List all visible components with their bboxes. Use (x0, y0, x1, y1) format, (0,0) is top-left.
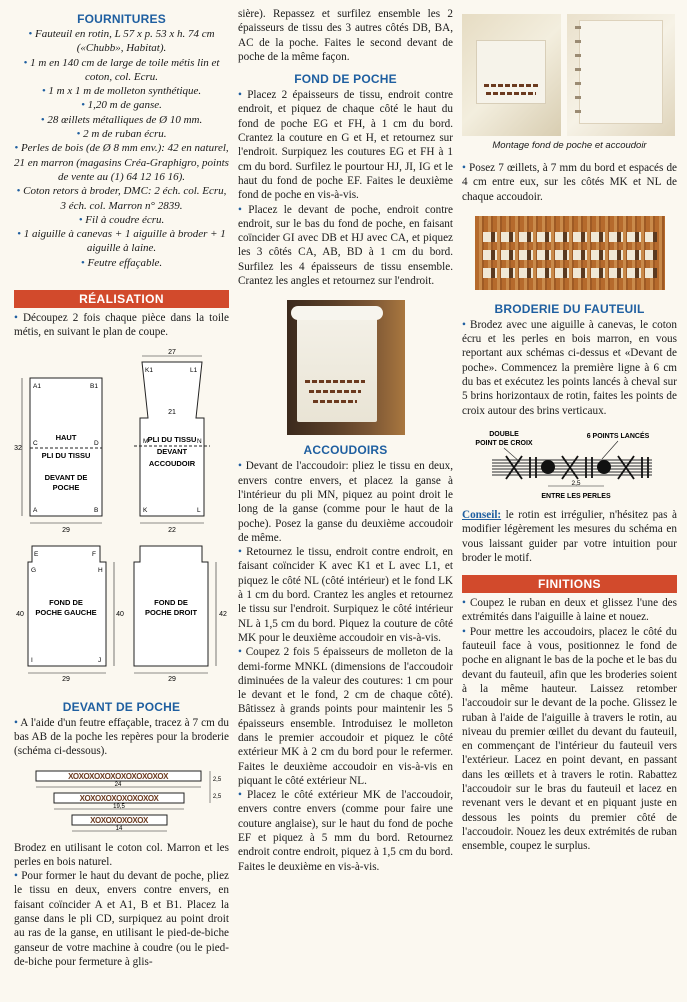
piece1-label: POCHE (52, 482, 80, 492)
piece2-label: PLI DU TISSU (147, 434, 197, 444)
svg-text:POINT DE CROIX: POINT DE CROIX (475, 439, 533, 447)
point-label: L (197, 506, 201, 514)
piece2-label: DEVANT (156, 446, 188, 456)
photo-armrest (287, 300, 405, 435)
text-continuation: sière). Repassez et surfilez ensemble les 2 épaisseurs de tissu des 3 autres côtés DB, BA, AC de la poche. Faites le second devant de poche de la même façon. (238, 8, 453, 63)
diagram-label-right: 6 POINTS LANCÉS (586, 432, 650, 440)
point-label: G (31, 566, 37, 574)
photo-caption: Montage fond de poche et accoudoir (492, 140, 647, 151)
realisation-text: • Découpez 2 fois chaque pièce dans la toile métis, en suivant le plan de coupe. (14, 312, 229, 339)
fond-poche-text-1: • Placez 2 épaisseurs de tissu, endroit contre endroit, et piquez de chaque côté le haut du fond de poche EG et FH, à 1 cm du bord. Crantez la couture en G et H, et retournez sur l'endroit. Surpiquez les coutures EG et FH à 1 cm du bord. Surfilez le pourtour HJ, JI, IG et le haut du fond de poche EF. Faites le deuxième fond de poche en vis-à-vis. (238, 89, 454, 202)
devant-poche-text-2: Brodez en utilisant le coton col. Marron et les perles en bois naturel. (14, 841, 229, 868)
list-item: • 1 aiguille à canevas + 1 aiguille à broder + 1 aiguille à laine. (17, 228, 226, 255)
list-item: • Coton retors à broder, DMC: 2 éch. col. Ecru, 3 éch. col. Marron n° 2839. (16, 185, 227, 212)
conseil-text: Conseil: le rotin est irrégulier, n'hésitez pas à modifier légèrement les mesures du schéma en vous laissant guider par votre intuition pour broder le motif. (462, 508, 677, 564)
list-item: • Fauteuil en rotin, L 57 x p. 53 x h. 74 cm («Chubb», Habitat). (28, 28, 215, 55)
dim-left-bottom: 29 (62, 526, 70, 534)
stitch-diagram (462, 426, 677, 504)
finitions-text-1: • Coupez le ruban en deux et glissez l'une des extrémités dans l'aiguille à laine et nouez. (462, 597, 677, 624)
column-right (462, 0, 677, 854)
dim-height-right: 42 (219, 610, 227, 618)
dim-height-bottom: 40 (16, 610, 24, 618)
dim-right-bottom: 22 (168, 526, 176, 534)
point-label: D (94, 439, 99, 447)
piece3-label: FOND DE (49, 597, 83, 607)
point-label: A1 (33, 382, 41, 390)
piece3-label: POCHE GAUCHE (35, 607, 97, 617)
embroidery-diagram (14, 765, 229, 835)
photo-pocket-assembly (462, 14, 561, 136)
dim-bottom-left: 29 (62, 675, 70, 683)
fournitures-list (14, 27, 229, 270)
dim-label: 24 (114, 781, 122, 788)
photo-armrest-assembly (567, 14, 675, 136)
piece2-label: ACCOUDOIR (148, 458, 196, 468)
list-item: • 2 m de ruban écru. (76, 128, 167, 141)
list-item: • Feutre effaçable. (80, 256, 163, 269)
point-label: J (98, 656, 102, 664)
fond-poche-heading: FOND DE POCHE (294, 72, 397, 87)
piece1-label: PLI DU TISSU (41, 450, 91, 460)
column-middle (238, 0, 453, 874)
point-label: K1 (145, 366, 153, 374)
list-item: • Fil à coudre écru. (78, 213, 165, 226)
fournitures-heading: FOURNITURES (77, 12, 166, 26)
point-label: F (92, 550, 96, 558)
piece1-label: DEVANT DE (44, 472, 88, 482)
oeillets-text: • Posez 7 œillets, à 7 mm du bord et espacés de 4 cm entre eux, sur les côtés MK et NL de chaque accoudoir. (462, 162, 678, 203)
point-label: H (98, 566, 103, 574)
photo-pair (462, 14, 677, 136)
dim-top: 27 (168, 348, 176, 356)
svg-text:DOUBLE: DOUBLE (489, 430, 519, 438)
cutting-pattern-diagram (14, 348, 229, 683)
list-item: • 28 œillets métalliques de Ø 10 mm. (40, 113, 203, 126)
diagram-label-bottom: ENTRE LES PERLES (541, 492, 611, 500)
dim-height-mid: 40 (116, 610, 124, 618)
point-label: I (31, 656, 33, 664)
point-label: B1 (90, 382, 98, 390)
realisation-banner: RÉALISATION (14, 290, 229, 308)
column-left (14, 0, 229, 969)
dim-label: 19,5 (113, 803, 125, 810)
piece4-label: POCHE DROIT (144, 607, 198, 617)
point-label: B (94, 506, 99, 514)
finitions-banner: FINITIONS (462, 575, 677, 593)
accoudoirs-text-3: • Coupez 2 fois 5 épaisseurs de molleton de la demi-forme MNKL (dimensions de l'accoudoir diminuées de la valeur des coutures: 1 cm pour le devant et le fond, 2 cm de chaque côté). Bâtissez à grands points pour maintenir les 5 épaisseurs ensemble. Introduisez le molleton dans le premier accoudoir et piquez le côté extérieur MK à 2 cm du bord pour le refermer. Faites le deuxième accoudoir en vis-à-vis en piquant le côté extérieur NL. (238, 646, 453, 787)
point-label: L1 (190, 366, 198, 374)
point-label: C (33, 439, 38, 447)
accoudoirs-text-1: • Devant de l'accoudoir: pliez le tissu en deux, envers contre envers, et placez la ganse à l'intérieur du pli MN, piquez au point droit le long de la ganse (comme pour le haut de la poche). Posez la ganse du deuxième accoudoir de même. (238, 460, 454, 544)
piece4-label: FOND DE (154, 597, 188, 607)
piece1-label: HAUT (55, 432, 77, 442)
point-label: E (34, 550, 39, 558)
accoudoirs-text-2: • Retournez le tissu, endroit contre endroit, en faisant coïncider K avec K1 et L avec L1, et piquez le côté NL (côté intérieur) et le fond LK à 1 cm du bord. Crantez les angles et retournez le tissu sur l'endroit. Surpiquez le côté intérieur NL à 1,5 cm du bord. Piquez la couture de côté MK pour le deuxième accoudoir en vis-à-vis. (238, 546, 453, 644)
list-item: • 1,20 m de ganse. (81, 99, 162, 112)
svg-text:XOXOXOXOXOXOXOXOXOX: XOXOXOXOXOXOXOXOXOX (68, 771, 168, 781)
point-label: M (143, 437, 149, 445)
dim-label: 2,5 (212, 793, 222, 800)
devant-poche-text-3: • Pour former le haut du devant de poche, pliez le tissu en deux, envers contre envers, en faisant coïncider A et A1, B et B1. Placez la ganse dans le pli CD, surpiquez au point droit au ras de la ganse, en utilisant le pied-de-biche ganseur de votre machine à coudre (ou le pied-de-biche pour fermeture à glis- (14, 870, 229, 968)
broderie-heading: BRODERIE DU FAUTEUIL (494, 301, 645, 316)
dim-height-top: 32 (14, 444, 22, 452)
accoudoirs-text-4: • Placez le côté extérieur MK de l'accoudoir, envers contre envers (comme pour faire une couture anglaise), sur le haut du fond de poche EF et piquez à 5 mm du bord. Retournez endroit contre endroit, piquez à 1,5 cm du bord. Faites le deuxième en vis-à-vis. (238, 789, 453, 873)
point-label: K (143, 506, 148, 514)
list-item: • Perles de bois (de Ø 8 mm env.): 42 en naturel, 21 en marron (magasins Créa-Graphigro, points de vente au (1) 64 12 16 16). (14, 142, 229, 183)
list-item: • 1 m x 1 m de molleton synthétique. (41, 85, 202, 98)
dim-label: 2,5 (212, 776, 222, 783)
point-label: A (33, 506, 38, 514)
accoudoirs-heading: ACCOUDOIRS (303, 443, 388, 458)
dim-mid: 21 (168, 408, 176, 416)
svg-text:XOXOXOXOXOX: XOXOXOXOXOX (90, 815, 148, 825)
fond-poche-text-2: • Placez le devant de poche, endroit contre endroit, sur le bas du fond de poche, en faisant coïncider GI avec DB et HJ avec CA, et piquez les 3 côtés CA, AB, BD à 1 cm du bord. Surfilez les 4 épaisseurs de tissu ensemble. Crantez les angles et retournez sur l'endroit. (238, 203, 454, 288)
photo-rattan-embroidery (475, 216, 665, 290)
list-item: • 1 m en 140 cm de large de toile métis lin et coton, col. Ecru. (23, 56, 220, 83)
broderie-text: • Brodez avec une aiguille à canevas, le coton écru et les perles en bois marron, en vous reportant aux schémas ci-dessus et «Devant de poche». Commencez la première ligne à 6 cm du bas et exécutez les points lancés à cheval sur 5 brins horizontaux de rotin, faites les points de croix autour des brins verticaux. (462, 318, 677, 417)
devant-poche-heading: DEVANT DE POCHE (62, 699, 181, 714)
point-label: N (197, 437, 202, 445)
dim-label: 14 (115, 825, 123, 832)
dim-bottom-right: 29 (168, 675, 176, 683)
finitions-text-2: • Pour mettre les accoudoirs, placez le côté du fauteuil face à vous, positionnez le fond de poche en alignant le bas de la poche et le bas du devant du fauteuil, afin que les broderies soient à la même hauteur. Laissez retomber l'accoudoir sur le devant de la poche. Glissez le ruban à l'aide de l'aiguille à travers le rotin, au niveau du premier œillet du devant du fauteuil, en commençant de l'intérieur du fauteuil vers l'extérieur. Lacez en point devant, en passant dans les œillets et à travers le rotin. Rabattez l'accoudoir sur le bras du fauteuil et lacez en revenant vers le devant et en piquant juste en dessous les points du premier côté de l'accoudoir. Nouez les deux extrémités de ruban ensemble, coupez le surplus. (462, 625, 677, 853)
devant-poche-text: • A l'aide d'un feutre effaçable, tracez à 7 cm du bas AB de la poche les repères pour la broderie (schéma ci-dessous). (14, 716, 229, 758)
diagram-dim: 2,5 (571, 479, 581, 487)
svg-text:XOXOXOXOXOXOXOX: XOXOXOXOXOXOXOX (79, 793, 159, 803)
